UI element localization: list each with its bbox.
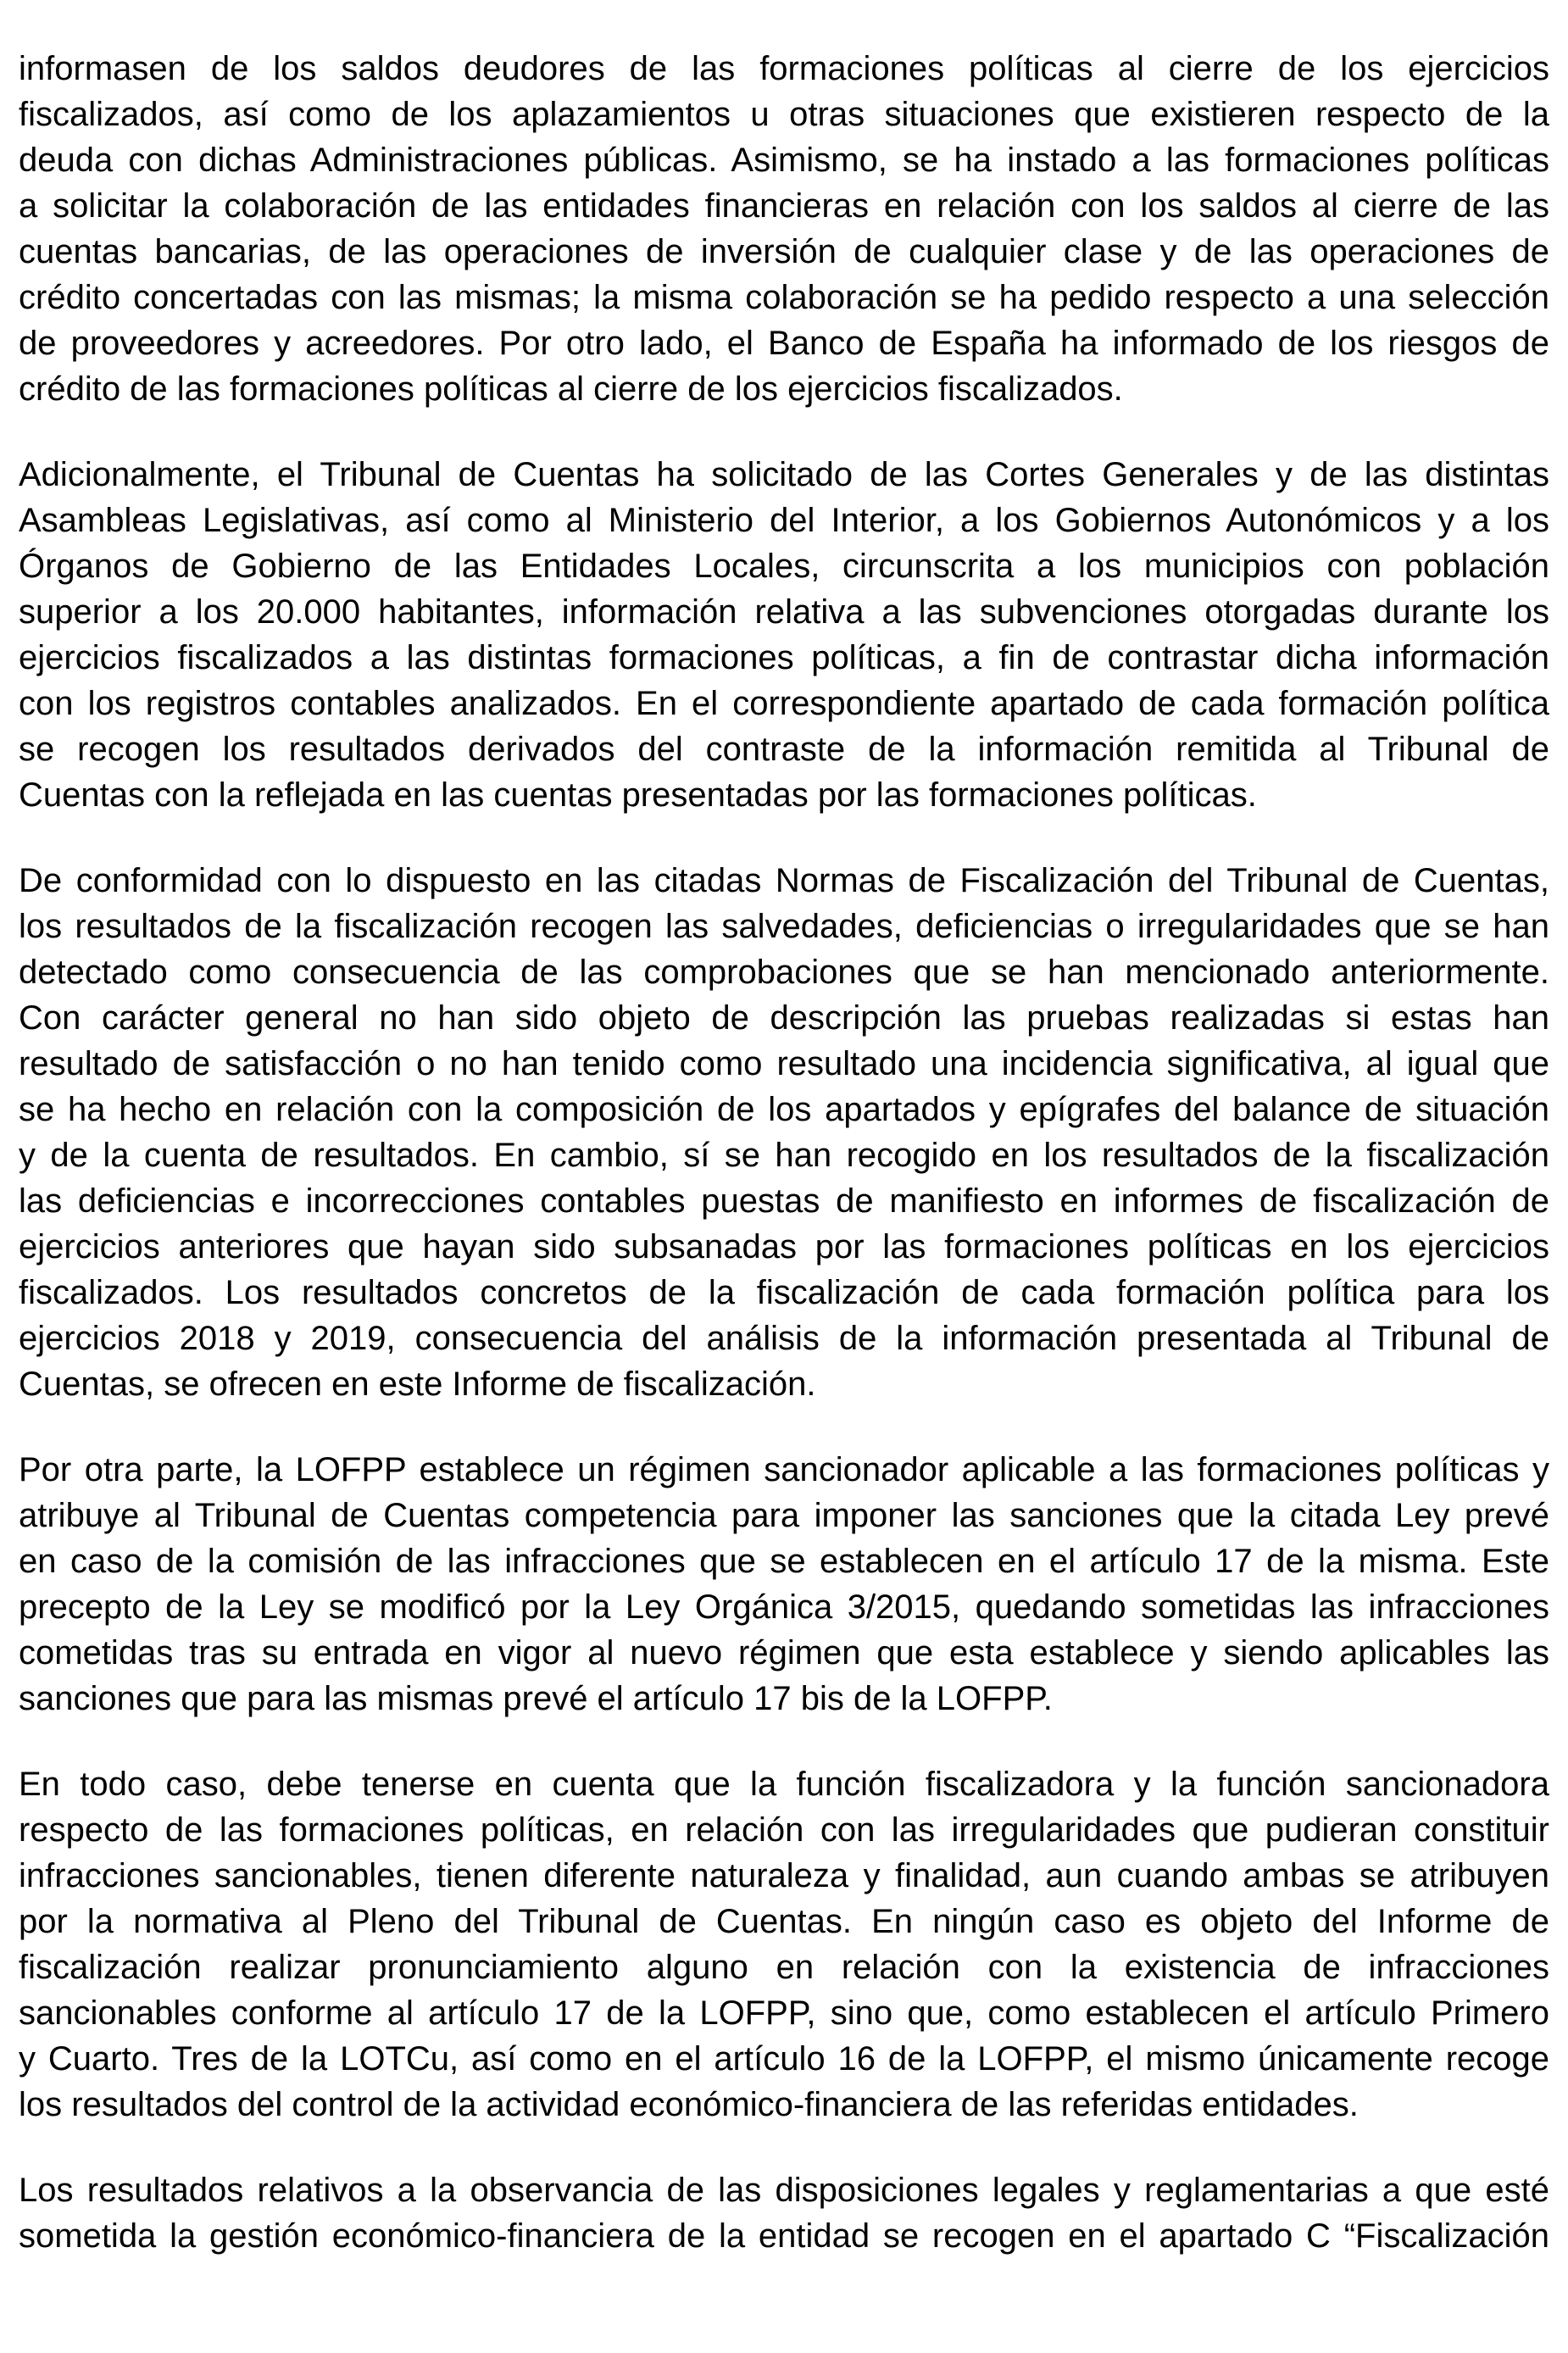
paragraph (19, 858, 1549, 1407)
text-line: por la normativa al Pleno del Tribunal de Cuentas. En ningún caso es objeto del Informe de (19, 1903, 1549, 1940)
text-line: en caso de la comisión de las infracciones que se establecen en el artículo 17 de la misma. Este (19, 1543, 1549, 1580)
text-line: detectado como consecuencia de las comprobaciones que se han mencionado anteriormente. (19, 954, 1549, 991)
text-line: de proveedores y acreedores. Por otro lado, el Banco de España ha informado de los riesgos de (19, 325, 1549, 362)
text-line: precepto de la Ley se modificó por la Ley Orgánica 3/2015, quedando sometidas las infracciones (19, 1588, 1549, 1626)
text-line: atribuye al Tribunal de Cuentas competencia para imponer las sanciones que la citada Ley prevé (19, 1497, 1549, 1534)
text-line: Por otra parte, la LOFPP establece un régimen sancionador aplicable a las formaciones políticas y (19, 1451, 1549, 1488)
paragraph (19, 2167, 1549, 2259)
text-line: a solicitar la colaboración de las entidades financieras en relación con los saldos al cierre de las (19, 187, 1549, 225)
text-line: sancionables conforme al artículo 17 de la LOFPP, sino que, como establecen el artículo Primero (19, 1994, 1549, 2032)
text-line: con los registros contables analizados. En el correspondiente apartado de cada formación política (19, 685, 1549, 722)
text-line: ejercicios 2018 y 2019, consecuencia del análisis de la información presentada al Tribunal de (19, 1320, 1549, 1357)
text-line: De conformidad con lo dispuesto en las citadas Normas de Fiscalización del Tribunal de Cuentas, (19, 862, 1549, 899)
text-line: deuda con dichas Administraciones públicas. Asimismo, se ha instado a las formaciones políticas (19, 142, 1549, 179)
text-line: fiscalizados. Los resultados concretos de la fiscalización de cada formación política para los (19, 1274, 1549, 1311)
text-line: cuentas bancarias, de las operaciones de inversión de cualquier clase y de las operaciones de (19, 233, 1549, 270)
text-line: informasen de los saldos deudores de las formaciones políticas al cierre de los ejercicios (19, 50, 1549, 87)
text-line: infracciones sancionables, tienen diferente naturaleza y finalidad, aun cuando ambas se atribuyen (19, 1857, 1549, 1894)
text-line: se ha hecho en relación con la composición de los apartados y epígrafes del balance de situación (19, 1091, 1549, 1128)
text-line: ejercicios fiscalizados a las distintas formaciones políticas, a fin de contrastar dicha información (19, 639, 1549, 676)
text-line: resultado de satisfacción o no han tenido como resultado una incidencia significativa, al igual que (19, 1045, 1549, 1082)
paragraph (19, 46, 1549, 412)
text-line: Con carácter general no han sido objeto de descripción las pruebas realizadas si estas han (19, 999, 1549, 1037)
paragraph (19, 1761, 1549, 2128)
text-line: respecto de las formaciones políticas, en relación con las irregularidades que pudieran constituir (19, 1811, 1549, 1849)
text-line: crédito de las formaciones políticas al cierre de los ejercicios fiscalizados. (19, 370, 1123, 408)
text-line: Cuentas, se ofrecen en este Informe de fiscalización. (19, 1366, 816, 1403)
text-line: Los resultados relativos a la observancia de las disposiciones legales y reglamentarias a que esté (19, 2172, 1549, 2209)
text-line: superior a los 20.000 habitantes, información relativa a las subvenciones otorgadas durante los (19, 593, 1549, 631)
text-line: las deficiencias e incorrecciones contables puestas de manifiesto en informes de fiscalización de (19, 1182, 1549, 1220)
text-line: crédito concertadas con las mismas; la misma colaboración se ha pedido respecto a una selección (19, 279, 1549, 316)
text-line: los resultados del control de la actividad económico-financiera de las referidas entidades. (19, 2086, 1359, 2123)
text-line: Órganos de Gobierno de las Entidades Locales, circunscrita a los municipios con población (19, 548, 1549, 585)
text-line: Cuentas con la reflejada en las cuentas presentadas por las formaciones políticas. (19, 776, 1257, 814)
text-line: Adicionalmente, el Tribunal de Cuentas ha solicitado de las Cortes Generales y de las distintas (19, 456, 1549, 493)
text-line: sometida la gestión económico-financiera de la entidad se recogen en el apartado C “Fiscalización (19, 2217, 1549, 2255)
text-line: cometidas tras su entrada en vigor al nuevo régimen que esta establece y siendo aplicables las (19, 1634, 1549, 1672)
paragraph (19, 1447, 1549, 1722)
text-line: los resultados de la fiscalización recogen las salvedades, deficiencias o irregularidades que se han (19, 908, 1549, 945)
text-line: fiscalización realizar pronunciamiento alguno en relación con la existencia de infracciones (19, 1949, 1549, 1986)
text-line: sanciones que para las mismas prevé el artículo 17 bis de la LOFPP. (19, 1680, 1053, 1717)
text-line: fiscalizados, así como de los aplazamientos u otras situaciones que existieren respecto de la (19, 96, 1549, 133)
paragraph (19, 452, 1549, 818)
text-line: ejercicios anteriores que hayan sido subsanadas por las formaciones políticas en los ejercicios (19, 1228, 1549, 1266)
text-line: Asambleas Legislativas, así como al Ministerio del Interior, a los Gobiernos Autonómicos y a los (19, 502, 1549, 539)
text-line: En todo caso, debe tenerse en cuenta que la función fiscalizadora y la función sancionadora (19, 1766, 1549, 1803)
text-line: y de la cuenta de resultados. En cambio, sí se han recogido en los resultados de la fiscalización (19, 1137, 1549, 1174)
text-line: y Cuarto. Tres de la LOTCu, así como en el artículo 16 de la LOFPP, el mismo únicamente recoge (19, 2040, 1549, 2078)
text-line: se recogen los resultados derivados del contraste de la información remitida al Tribunal de (19, 731, 1549, 768)
